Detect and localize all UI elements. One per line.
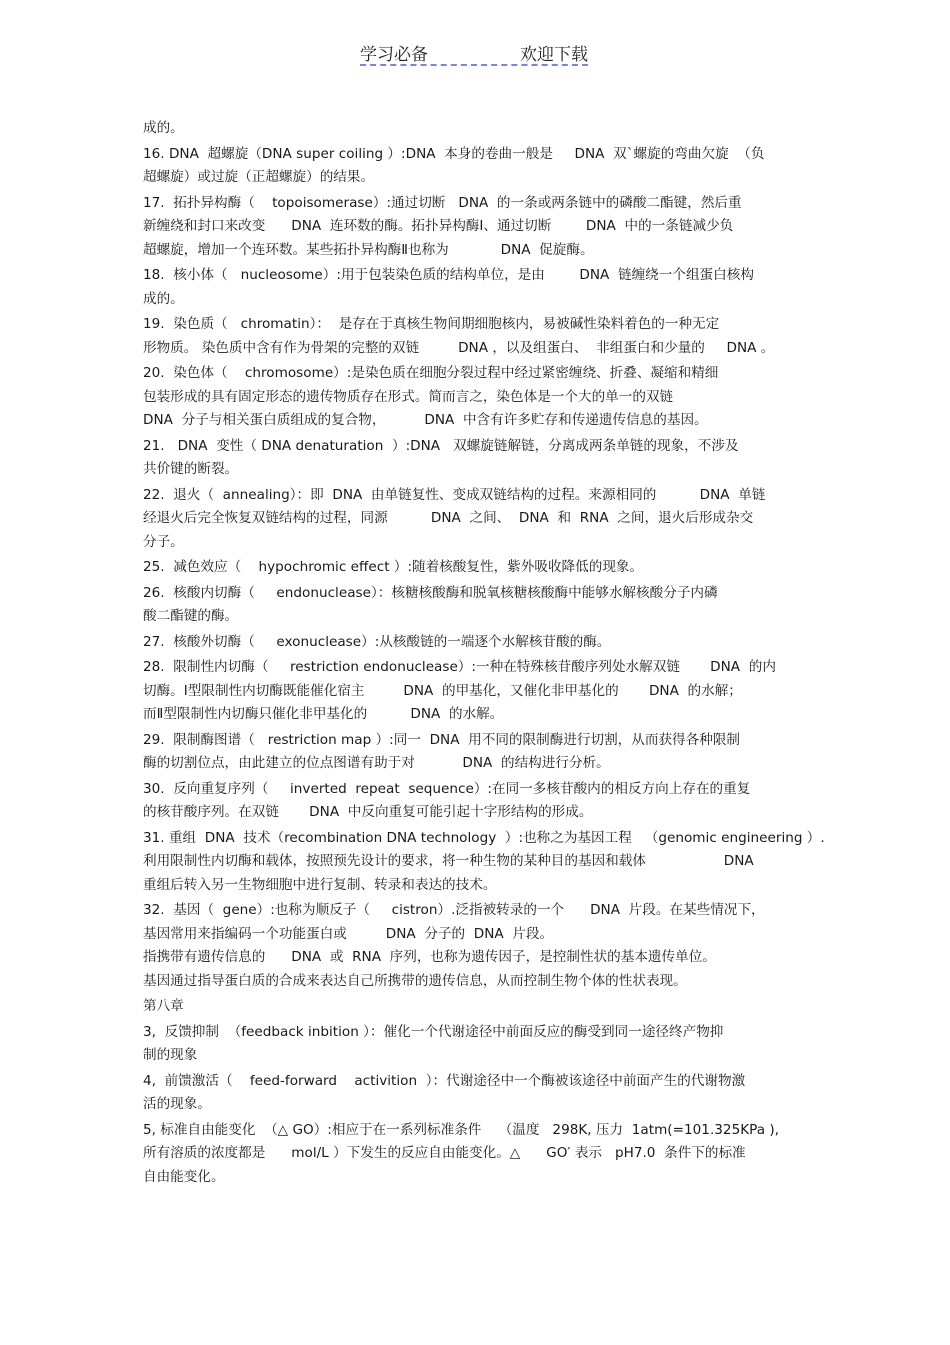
text-line: 切酶。Ⅰ型限制性内切酶既能催化宿主 DNA 的甲基化，又催化非甲基化的 DNA 的水解； xyxy=(143,682,742,699)
header-right-text: 欢迎下载 xyxy=(520,45,588,65)
paragraph xyxy=(143,313,811,360)
text-line: 3, 反馈抑制 （feedback inbition ）：催化一个代谢途径中前面反应的酶受到同一途径终产物抑 xyxy=(143,1023,724,1040)
text-line: 28. 限制性内切酶（ restriction endonuclease）:一种在特殊核苷酸序列处水解双链 DNA 的内 xyxy=(143,659,776,675)
text-line: 27. 核酸外切酶（ exonuclease）:从核酸链的一端逐个水解核苷酸的酶。 xyxy=(143,633,611,650)
paragraph xyxy=(143,995,811,1019)
paragraph xyxy=(143,484,811,555)
paragraph xyxy=(143,656,811,727)
paragraph xyxy=(143,117,811,141)
text-line: 第八章 xyxy=(143,998,184,1014)
paragraph xyxy=(143,729,811,776)
text-line: 5, 标准自由能变化 （△ GO）:相应于在一系列标准条件 （温度 298K, 压力 1atm(=101.325KPa ), xyxy=(143,1121,779,1138)
paragraph xyxy=(143,582,811,629)
text-line: 26. 核酸内切酶（ endonuclease）：核糖核酸酶和脱氧核糖核酸酶中能够水解核酸分子内磷 xyxy=(143,584,718,601)
paragraph xyxy=(143,827,825,898)
text-line: 30. 反向重复序列（ inverted repeat sequence）:在同一多核苷酸内的相反方向上存在的重复 xyxy=(143,780,751,797)
text-line: 重组后转入另一生物细胞中进行复制、转录和表达的技术。 xyxy=(143,876,497,893)
text-line: 29. 限制酶图谱（ restriction map ）:同一 DNA 用不同的限制酶进行切割，从而获得各种限制 xyxy=(143,731,741,748)
text-line: 经退火后完全恢复双链结构的过程，同源 DNA 之间、 DNA 和 RNA 之间，退火后形成杂交 xyxy=(143,510,754,526)
text-line: 成的。 xyxy=(143,290,184,307)
text-line: 超螺旋，增加一个连环数。某些拓扑异构酶Ⅱ也称为 DNA 促旋酶。 xyxy=(143,241,594,258)
text-line: 超螺旋）或过旋（正超螺旋）的结果。 xyxy=(143,169,375,185)
text-line: 分子。 xyxy=(143,533,184,550)
text-line: 利用限制性内切酶和载体，按照预先设计的要求，将一种生物的某种目的基因和载体 DNA xyxy=(143,853,754,869)
text-line: 共价键的断裂。 xyxy=(143,461,239,477)
text-line: 活的现象。 xyxy=(143,1096,211,1112)
text-line: 基因常用来指编码一个功能蛋白或 DNA 分子的 DNA 片段。 xyxy=(143,925,554,942)
text-line: 制的现象 xyxy=(143,1047,198,1063)
text-line: 而Ⅱ型限制性内切酶只催化非甲基化的 DNA 的水解。 xyxy=(143,706,504,722)
text-line: 32. 基因（ gene）:也称为顺反子（ cistron）.泛指被转录的一个 DNA 片段。在某些情况下， xyxy=(143,902,765,918)
header-left-text: 学习必备 xyxy=(360,45,428,65)
paragraph xyxy=(143,899,811,993)
paragraph xyxy=(143,143,811,190)
paragraph xyxy=(143,435,811,482)
text-line: 所有溶质的浓度都是 mol/L ）下发生的反应自由能变化。△ GO′ 表示 pH7.0 条件下的标准 xyxy=(143,1145,746,1161)
text-line: 的核苷酸序列。在双链 DNA 中反向重复可能引起十字形结构的形成。 xyxy=(143,804,593,820)
text-line: 21. DNA 变性（ DNA denaturation ）:DNA 双螺旋链解链，分离成两条单链的现象，不涉及 xyxy=(143,437,739,454)
text-line: 19. 染色质（ chromatin）： 是存在于真核生物间期细胞核内，易被碱性染料着色的一种无定 xyxy=(143,316,720,332)
text-line: 基因通过指导蛋白质的合成来表达自己所携带的遗传信息，从而控制生物个体的性状表现。 xyxy=(143,972,687,989)
text-line: DNA 分子与相关蛋白质组成的复合物， DNA 中含有许多贮存和传递遗传信息的基因。 xyxy=(143,412,708,428)
text-line: 22. 退火（ annealing）：即 DNA 由单链复性、变成双链结构的过程。来源相同的 DNA 单链 xyxy=(143,486,766,503)
text-line: 指携带有遗传信息的 DNA 或 RNA 序列，也称为遗传因子，是控制性状的基本遗传单位。 xyxy=(143,949,716,965)
header-divider xyxy=(360,64,588,66)
text-line: 新缠绕和封口来改变 DNA 连环数的酶。拓扑异构酶Ⅰ、通过切断 DNA 中的一条链减少负 xyxy=(143,218,734,234)
text-line: 形物质。 染色质中含有作为骨架的完整的双链 DNA ，以及组蛋白、 非组蛋白和少量的 DNA 。 xyxy=(143,339,775,356)
document-body xyxy=(143,117,825,1191)
text-line: 31. 重组 DNA 技术（recombination DNA technology ）:也称之为基因工程 （genomic engineering ）. xyxy=(143,829,825,846)
page-header xyxy=(360,40,588,65)
text-line: 4, 前馈激活（ feed-forward activition ）：代谢途径中一个酶被该途径中前面产生的代谢物激 xyxy=(143,1072,746,1089)
paragraph xyxy=(143,362,811,433)
paragraph xyxy=(143,556,811,580)
paragraph xyxy=(143,192,811,263)
paragraph xyxy=(143,1070,811,1117)
text-line: 成的。 xyxy=(143,120,184,136)
text-line: 20. 染色体（ chromosome）:是染色质在细胞分裂过程中经过紧密缠绕、折叠、凝缩和精细 xyxy=(143,365,719,381)
text-line: 17. 拓扑异构酶（ topoisomerase）:通过切断 DNA 的一条或两条链中的磷酸二酯键，然后重 xyxy=(143,194,742,211)
paragraph xyxy=(143,1021,811,1068)
text-line: 18. 核小体（ nucleosome）:用于包装染色质的结构单位，是由 DNA 链缠绕一个组蛋白核构 xyxy=(143,267,754,283)
paragraph xyxy=(143,631,811,655)
text-line: 自由能变化。 xyxy=(143,1168,225,1185)
text-line: 25. 减色效应（ hypochromic effect ）:随着核酸复性，紫外吸收降低的现象。 xyxy=(143,559,644,575)
text-line: 包装形成的具有固定形态的遗传物质存在形式。简而言之，染色体是一个大的单一的双链 xyxy=(143,388,674,405)
text-line: 酸二酯键的酶。 xyxy=(143,608,239,624)
text-line: 16. DNA 超螺旋（DNA super coiling ）:DNA 本身的卷曲一般是 DNA 双`螺旋的弯曲欠旋 （负 xyxy=(143,145,765,162)
text-line: 酶的切割位点，由此建立的位点图谱有助于对 DNA 的结构进行分析。 xyxy=(143,755,610,771)
paragraph xyxy=(143,1119,811,1190)
paragraph xyxy=(143,778,811,825)
paragraph xyxy=(143,264,811,311)
